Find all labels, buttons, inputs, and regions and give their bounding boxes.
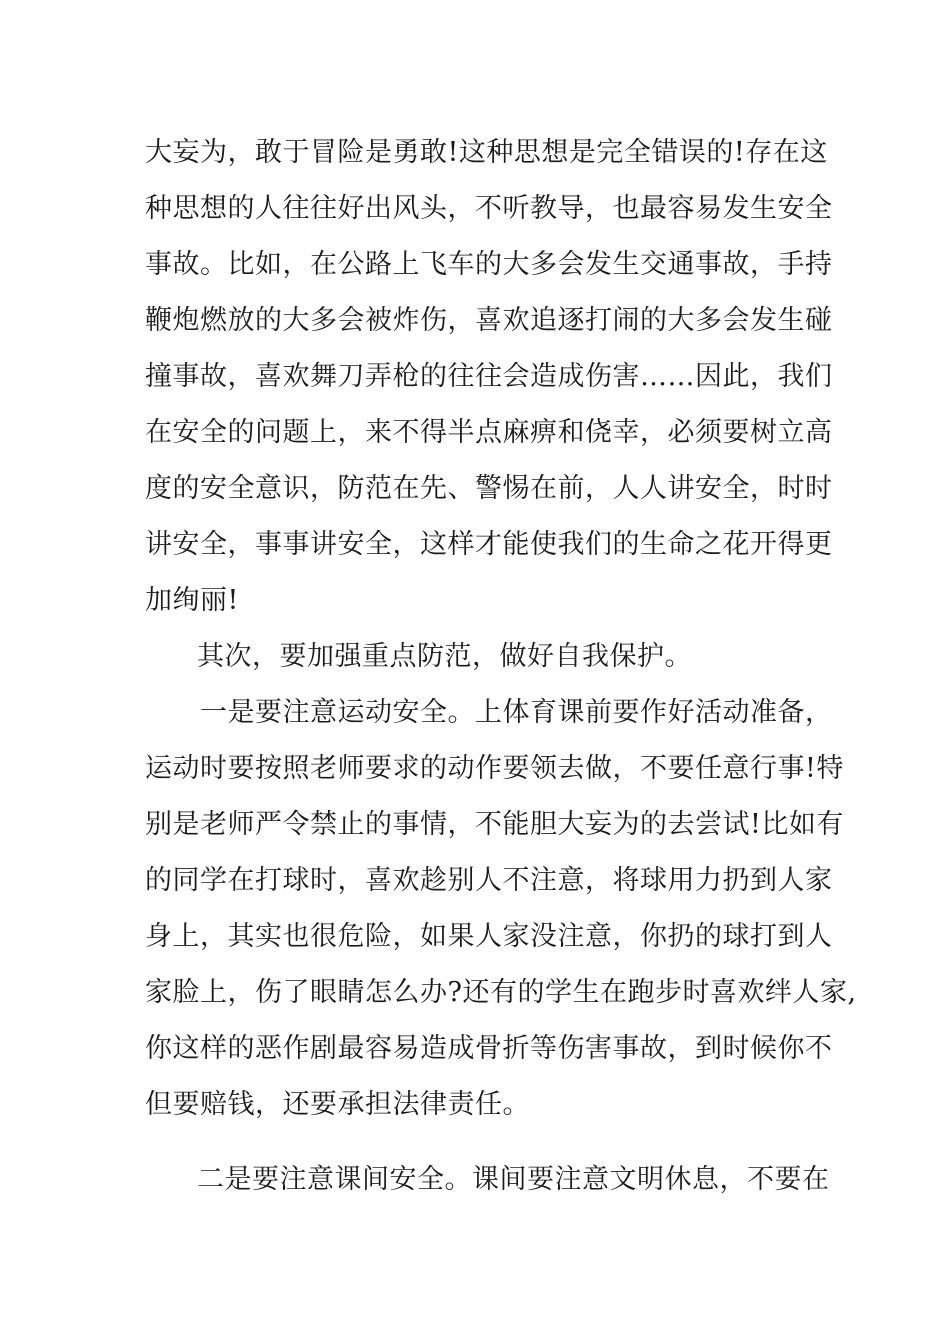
text-line-17: 你这样的恶作剧最容易造成骨折等伤害事故，到时候你不	[145, 1033, 833, 1064]
text-line-6: 在安全的问题上，来不得半点麻痹和侥幸，必须要树立高	[145, 417, 833, 448]
text-line-5: 撞事故，喜欢舞刀弄枪的往往会造成伤害……因此，我们	[145, 361, 833, 392]
text-line-4: 鞭炮燃放的大多会被炸伤，喜欢追逐打闹的大多会发生碰	[145, 305, 833, 336]
text-line-9: 加绚丽!	[145, 585, 239, 616]
text-line-1: 大妄为，敢于冒险是勇敢!这种思想是完全错误的!存在这	[145, 137, 828, 168]
text-line-12: 运动时要按照老师要求的动作要领去做，不要任意行事!特	[145, 753, 844, 784]
text-line-11: 一是要注意运动安全。上体育课前要作好活动准备，	[200, 697, 833, 728]
text-line-18: 但要赔钱，还要承担法律责任。	[145, 1089, 530, 1120]
text-line-10: 其次，要加强重点防范，做好自我保护。	[197, 641, 692, 672]
text-line-16: 家脸上，伤了眼睛怎么办?还有的学生在跑步时喜欢绊人家,	[145, 977, 857, 1008]
text-line-13: 别是老师严令禁止的事情，不能胆大妄为的去尝试!比如有	[145, 809, 844, 840]
text-line-14: 的同学在打球时，喜欢趁别人不注意，将球用力扔到人家	[145, 865, 833, 896]
text-line-2: 种思想的人往往好出风头，不听教导，也最容易发生安全	[145, 193, 833, 224]
text-line-19: 二是要注意课间安全。课间要注意文明休息，不要在	[197, 1164, 830, 1195]
text-line-8: 讲安全，事事讲安全，这样才能使我们的生命之花开得更	[145, 529, 833, 560]
text-line-15: 身上，其实也很危险，如果人家没注意，你扔的球打到人	[145, 921, 833, 952]
text-line-3: 事故。比如，在公路上飞车的大多会发生交通事故，手持	[145, 249, 833, 280]
text-line-7: 度的安全意识，防范在先、警惕在前，人人讲安全，时时	[145, 473, 833, 504]
